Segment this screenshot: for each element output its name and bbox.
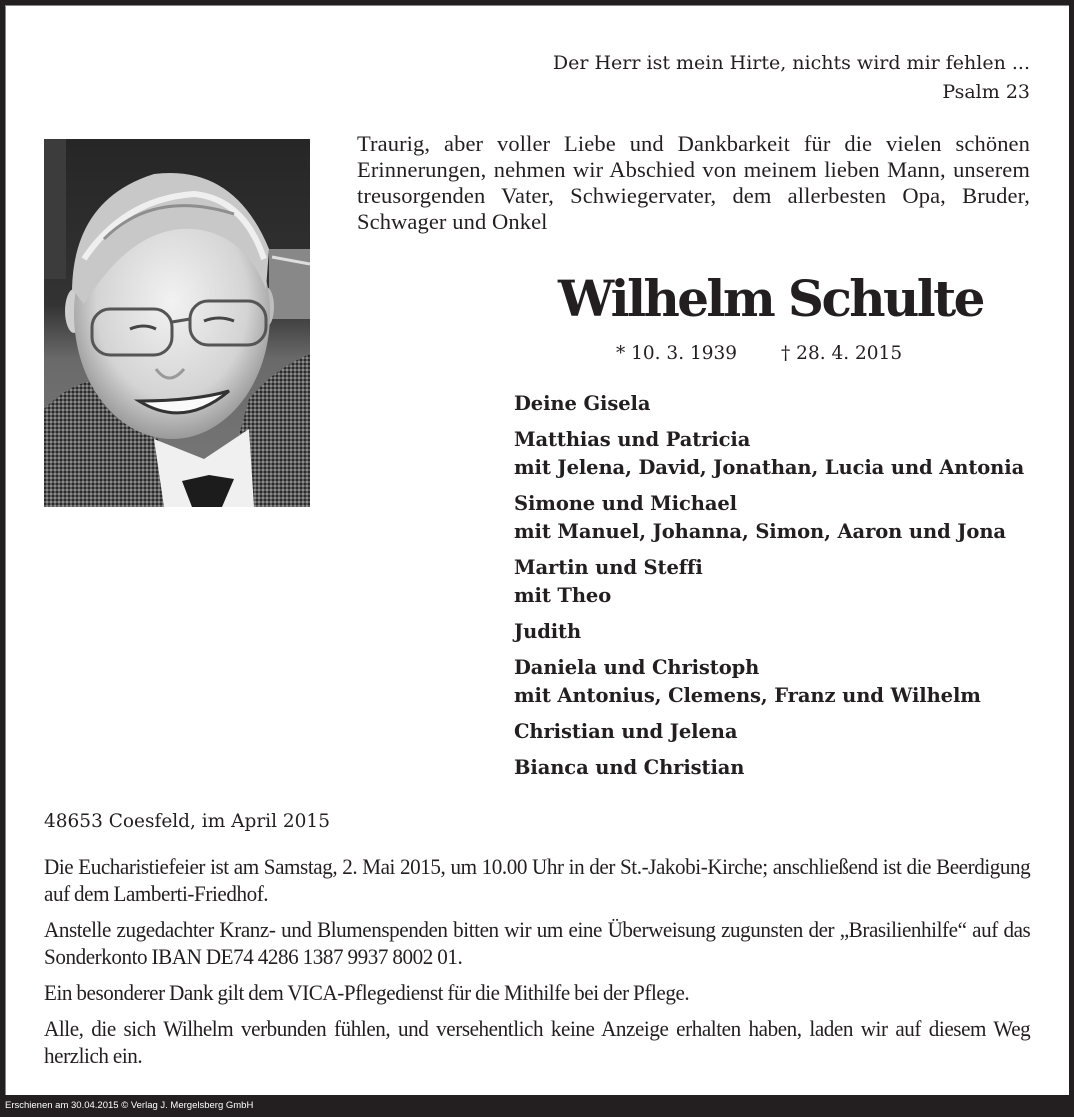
family-member-names: Martin und Steffi [514, 556, 703, 579]
life-dates [616, 343, 902, 364]
death-date: † 28. 4. 2015 [781, 343, 903, 364]
family-group [514, 718, 1044, 746]
family-member-names: Deine Gisela [514, 392, 651, 415]
deceased-name: Wilhelm Schulte [558, 269, 983, 328]
place-date: 48653 Coesfeld, im April 2015 [44, 811, 330, 832]
family-children-names: mit Antonius, Clemens, Franz und Wilhelm [514, 684, 981, 707]
family-member-names: Daniela und Christoph [514, 656, 760, 679]
birth-date: * 10. 3. 1939 [616, 343, 738, 364]
family-group [514, 654, 1044, 710]
info-paragraph: Ein besonderer Dank gilt dem VICA-Pflegedienst für die Mithilfe bei der Pflege. [44, 980, 690, 1005]
portrait-illustration [44, 139, 310, 507]
info-paragraph: Die Eucharistiefeier ist am Samstag, 2. Mai 2015, um 10.00 Uhr in der St.-Jakobi-Kirche; anschließend ist die Beerdigung auf dem Lamberti-Friedhof. [44, 854, 1031, 906]
portrait-photo [44, 139, 310, 507]
family-group [514, 490, 1044, 546]
family-member-names: Simone und Michael [514, 492, 737, 515]
family-children-names: mit Manuel, Johanna, Simon, Aaron und Jona [514, 520, 1006, 543]
motto-quote: Der Herr ist mein Hirte, nichts wird mir fehlen ... [552, 52, 1030, 74]
publication-footer: Erschienen am 30.04.2015 © Verlag J. Mergelsberg GmbH [5, 1100, 254, 1111]
family-group [514, 390, 1044, 418]
service-info [44, 853, 1030, 1078]
family-group [514, 618, 1044, 646]
family-member-names: Judith [514, 620, 582, 643]
motto-source: Psalm 23 [942, 81, 1030, 103]
family-children-names: mit Theo [514, 584, 612, 607]
intro-text: Traurig, aber voller Liebe und Dankbarkeit für die vielen schönen Erinnerungen, nehmen wir Abschied von meinem lieben Mann, unserem treusorgenden Vater, Schwiegervater, dem allerbesten Opa, Bruder, Schwager und Onkel [357, 131, 1030, 234]
family-group [514, 426, 1044, 482]
family-list [514, 390, 1044, 790]
family-children-names: mit Jelena, David, Jonathan, Lucia und Antonia [514, 456, 1025, 479]
family-member-names: Christian und Jelena [514, 720, 738, 743]
motto [553, 49, 1030, 107]
info-paragraph: Alle, die sich Wilhelm verbunden fühlen, und versehentlich keine Anzeige erhalten haben, laden wir auf diesem Weg herzlich ein. [44, 1016, 1031, 1068]
family-group [514, 554, 1044, 610]
info-paragraph: Anstelle zugedachter Kranz- und Blumenspenden bitten wir um eine Überweisung zugunsten der „Brasilienhilfe“ auf das Sonderkonto IBAN DE74 4286 1387 9937 8002 01. [44, 917, 1031, 969]
family-member-names: Bianca und Christian [514, 756, 745, 779]
family-group [514, 754, 1044, 782]
family-member-names: Matthias und Patricia [514, 428, 751, 451]
